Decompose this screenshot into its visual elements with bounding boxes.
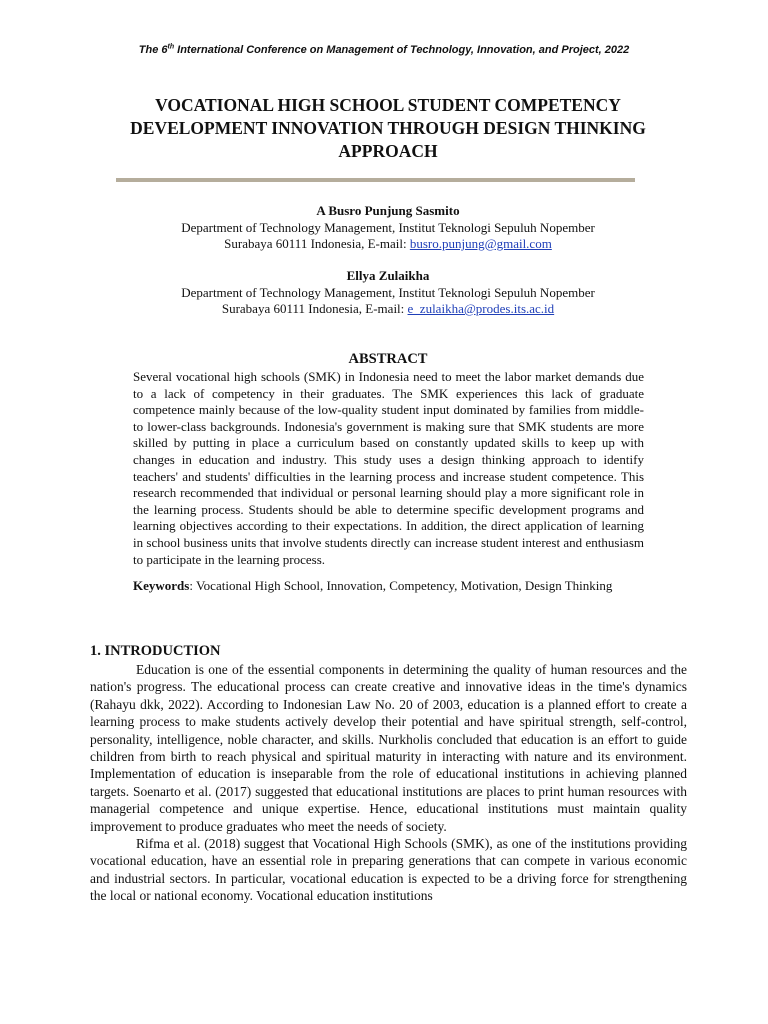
author-address-text: Surabaya 60111 Indonesia, E-mail:: [224, 236, 410, 251]
author-name: Ellya Zulaikha: [346, 268, 430, 283]
author-email-link[interactable]: e_zulaikha@prodes.its.ac.id: [407, 301, 555, 316]
author-address-text: Surabaya 60111 Indonesia, E-mail:: [221, 301, 408, 316]
keywords-list: : Vocational High School, Innovation, Competency, Motivation, Design Thinking: [189, 578, 613, 593]
paper-title: VOCATIONAL HIGH SCHOOL STUDENT COMPETENCY DEVELOPMENT INNOVATION THROUGH DESIGN THINKING APPROACH: [130, 95, 646, 161]
author-affiliation: Department of Technology Management, Institut Teknologi Sepuluh Nopember: [181, 219, 595, 235]
abstract-heading: ABSTRACT: [348, 351, 428, 367]
author-address: [90, 301, 686, 318]
running-header: [0, 44, 768, 56]
keywords: [133, 578, 644, 595]
conference-suffix: International Conference on Management of Technology, Innovation, and Project, 2022: [174, 44, 630, 56]
author-block-2: [90, 268, 686, 318]
author-block-1: [90, 203, 686, 253]
conference-superscript: th: [167, 43, 175, 51]
paragraph: Rifma et al. (2018) suggest that Vocational High Schools (SMK), as one of the institutions providing vocational education, have an essential role in preparing generations that can compete in various economic and industrial sectors. In particular, vocational education is expected to be a driving force for strengthening the local or national economy. Vocational education institutions: [90, 836, 687, 904]
conference-prefix: The 6: [138, 44, 168, 56]
abstract-body: Several vocational high schools (SMK) in Indonesia need to meet the labor market demands due to a lack of competency in their graduates. The SMK experiences this lack of graduate competence mainly because of the low-quality student input dominated by families from middle- to lower-class backgrounds. Indonesia's government is making sure that SMK students are more skilled by putting in place a curriculum based on constantly updated skills to keep up with changes in education and industry. This study uses a design thinking approach to identify teachers' and students' difficulties in the learning process and increase student competence. This research recommended that individual or personal learning should play a more significant role in the learning process. Students should be able to determine specific development programs and learning objectives according to their expectations. In addition, the direct application of learning in school business units that involve students directly can increase student interest and enthusiasm to participate in the learning process.: [133, 369, 644, 567]
keywords-label: Keywords: [133, 578, 190, 593]
author-name: A Busro Punjung Sasmito: [316, 203, 460, 218]
introduction-body: [90, 661, 687, 905]
paragraph: Education is one of the essential components in determining the quality of human resources and the nation's progress. The educational process can create creative and innovative ideas in the time's dynamics (Rahayu dkk, 2022). According to Indonesian Law No. 20 of 2003, education is a planned effort to create a learning process to make students actively develop their potential and have spiritual strength, self-control, personality, intelligence, noble character, and skills. Nurkholis concluded that education is an effort to guide children from birth to reach physical and spiritual maturity in interacting with nature and its environment. Implementation of education is inseparable from the role of educational institutions in achieving planned targets. Soenarto et al. (2017) suggested that educational institutions are places to print human resources with managerial competence and unique expertise. Hence, educational institutions must maintain quality improvement to produce graduates who meet the needs of society.: [90, 662, 687, 834]
author-email-link[interactable]: busro.punjung@gmail.com: [409, 236, 552, 251]
title-divider: [116, 178, 635, 182]
author-affiliation: Department of Technology Management, Institut Teknologi Sepuluh Nopember: [181, 284, 595, 300]
author-address: [90, 236, 686, 253]
section-heading-introduction: 1. INTRODUCTION: [90, 643, 221, 659]
